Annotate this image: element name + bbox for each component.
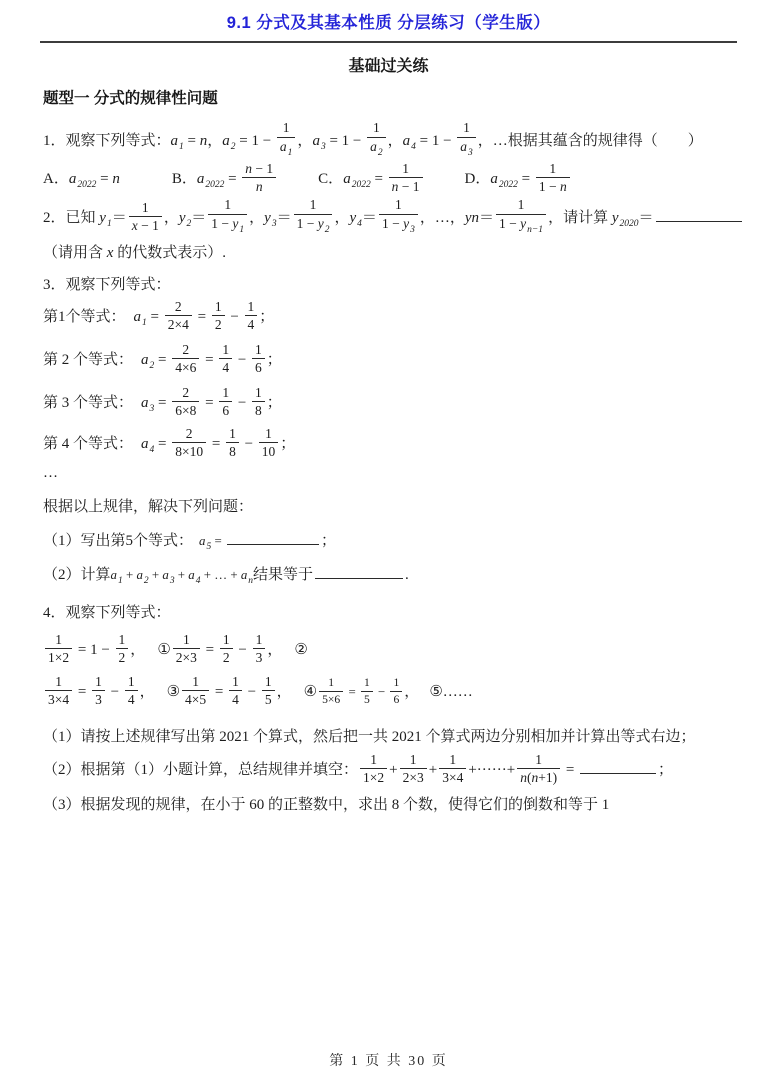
fraction: $\frac{1}{2\times 3}$: [173, 632, 200, 666]
section-heading: 基础过关练: [348, 58, 429, 75]
fraction: $\frac{1}{3}$: [253, 632, 266, 666]
fraction: $\frac{1}{10}$: [259, 426, 279, 460]
question-3-part-1: （1）写出第5个等式： $a_5$ = ；: [43, 522, 336, 566]
fraction: $\frac{1}{5\times 6}$: [319, 676, 343, 706]
topic-heading: 题型一 分式的规律性问题: [43, 90, 218, 107]
fraction: $\frac{1}{3}$: [92, 674, 105, 708]
fraction: $\frac{1}{1\times 2}$: [45, 632, 72, 666]
fraction: $\frac{1}{4}$: [245, 299, 258, 333]
fraction: $\frac{1}{4}$: [229, 674, 242, 708]
question-1-options: A．$a_{2022} = n$ B．$a_{2022}$ = $\frac{n - 1}{n}$ C．$a_{2022}$ = $\frac{1}{n - 1}$ D．$a_{2022}$ = $\frac{1}{1 - n}$: [43, 158, 572, 206]
fraction: $\frac{1}{n - 1}$: [389, 161, 423, 195]
question-4-equations-row-1: $\frac{1}{1\times 2}$ = 1 − $\frac{1}{2}$ ， ① $\frac{1}{2\times 3}$ = $\frac{1}{2}$ − $\frac{1}{3}$ ， ②: [43, 629, 308, 671]
answer-blank: [315, 564, 403, 579]
fraction: $\frac{1}{4\times 5}$: [182, 674, 209, 708]
fraction: $\frac{1}{4}$: [219, 342, 232, 376]
fraction: $\frac{1}{1 - y_3}$: [379, 197, 418, 235]
question-4-stem: 4．观察下列等式：: [43, 605, 171, 621]
fraction: $\frac{1}{6}$: [390, 676, 402, 706]
fraction: $\frac{1}{6}$: [219, 385, 232, 419]
question-3-stem: 3．观察下列等式：: [43, 277, 171, 293]
fraction: $\frac{1}{n(n+1)}$: [517, 752, 560, 786]
fraction: $\frac{2}{4\times 6}$: [172, 342, 199, 376]
fraction: $\frac{1}{4}$: [125, 674, 138, 708]
question-4-part-3: （3）根据发现的规律，在小于 60 的正整数中，求出 8 个数，使得它们的倒数和等于 1: [43, 797, 610, 813]
document-title: 9.1 分式及其基本性质 分层练习（学生版）: [226, 14, 551, 32]
fraction: $\frac{1}{2\times 3}$: [400, 752, 427, 786]
fraction: $\frac{1}{6}$: [252, 342, 265, 376]
question-3-part-2: （2）计算$a_1 + a_2 + a_3 + a_4$ + … + $a_n$结果等于 .: [43, 556, 409, 600]
answer-blank: [227, 530, 319, 545]
question-3-ellipsis: …: [43, 465, 58, 481]
header-divider: [40, 41, 737, 43]
fraction: $\frac{2}{6\times 8}$: [172, 385, 199, 419]
fraction: $\frac{1}{3\times 4}$: [45, 674, 72, 708]
fraction: $\frac{1}{1 - y_1}$: [208, 197, 247, 235]
question-4-part-2: （2）根据第（1）小题计算，总结规律并填空： $\frac{1}{1\times 2}$ + $\frac{1}{2\times 3}$ + $\frac{1}{3\times 4}$ +······+ $\frac{1}{n(n+1)}$ = ；: [43, 751, 674, 786]
fraction: $\frac{1}{3\times 4}$: [439, 752, 466, 786]
question-4-part-1: （1）请按上述规律写出第 2021 个算式，然后把一共 2021 个算式两边分别相加并计算出等式右边；: [43, 729, 696, 745]
fraction: $\frac{1}{a_2}$: [367, 120, 386, 158]
fraction: $\frac{2}{8\times 10}$: [172, 426, 206, 460]
question-3-equation-2: 第 2 个等式： $a_2$ = $\frac{2}{4\times 6}$ = $\frac{1}{4}$ − $\frac{1}{6}$ ；: [43, 341, 282, 376]
fraction: $\frac{1}{1 - n}$: [536, 161, 570, 195]
fraction: $\frac{1}{x - 1}$: [129, 200, 162, 234]
fraction: $\frac{1}{2}$: [212, 299, 225, 333]
question-2-stem: 2．已知 $y_1=$ $\frac{1}{x - 1}$ ，$y_2=$ $\frac{1}{1 - y_1}$ ，$y_3=$ $\frac{1}{1 - y_2}$ ，$y_4=$ $\frac{1}{1 - y_3}$ ，…，yn＝ $\frac{1}{1 - y_{n-1}}$ ，请计算 $y_{2020}=$: [43, 196, 744, 246]
fraction: $\frac{1}{2}$: [220, 632, 233, 666]
question-3-equation-4: 第 4 个等式： $a_4$ = $\frac{2}{8\times 10}$ = $\frac{1}{8}$ − $\frac{1}{10}$ ；: [43, 425, 296, 460]
answer-blank: [656, 207, 742, 222]
fraction: $\frac{1}{5}$: [361, 676, 373, 706]
question-4-equations-row-2: $\frac{1}{3\times 4}$ = $\frac{1}{3}$ − $\frac{1}{4}$ ， ③ $\frac{1}{4\times 5}$ = $\frac{1}{4}$ − $\frac{1}{5}$ ， ④ $\frac{1}{5\times 6}$ = $\frac{1}{5}$ − $\frac{1}{6}$ ， ⑤……: [43, 671, 473, 713]
fraction: $\frac{2}{2\times 4}$: [165, 299, 192, 333]
page-footer: 第 1 页 共 30 页: [329, 1054, 448, 1069]
question-2-note: （请用含 x 的代数式表示）.: [43, 245, 226, 261]
fraction: $\frac{1}{8}$: [252, 385, 265, 419]
fraction: $\frac{1}{1\times 2}$: [360, 752, 387, 786]
question-3-equation-1: 第1个等式： $a_1$ = $\frac{2}{2\times 4}$ = $\frac{1}{2}$ − $\frac{1}{4}$ ；: [43, 298, 275, 333]
fraction: $\frac{n - 1}{n}$: [242, 161, 276, 195]
fraction: $\frac{1}{2}$: [116, 632, 129, 666]
answer-blank: [580, 759, 656, 774]
question-3-equation-3: 第 3 个等式： $a_3$ = $\frac{2}{6\times 8}$ = $\frac{1}{6}$ − $\frac{1}{8}$ ；: [43, 384, 282, 419]
fraction: $\frac{1}{5}$: [262, 674, 275, 708]
fraction: $\frac{1}{a_3}$: [457, 120, 476, 158]
fraction: $\frac{1}{1 - y_{n-1}}$: [496, 197, 546, 235]
fraction: $\frac{1}{8}$: [226, 426, 239, 460]
question-1-stem: 1．观察下列等式：$a_1 = n$，$a_2 = 1$ − $\frac{1}{a_1}$ ，$a_3 = 1$ − $\frac{1}{a_2}$ ，$a_4 = 1$ − $\frac{1}{a_3}$ ，…根据其蕴含的规律得（ ）: [43, 120, 703, 158]
fraction: $\frac{1}{1 - y_2}$: [294, 197, 333, 235]
fraction: $\frac{1}{a_1}$: [277, 120, 296, 158]
question-3-followup: 根据以上规律，解决下列问题：: [43, 499, 254, 515]
